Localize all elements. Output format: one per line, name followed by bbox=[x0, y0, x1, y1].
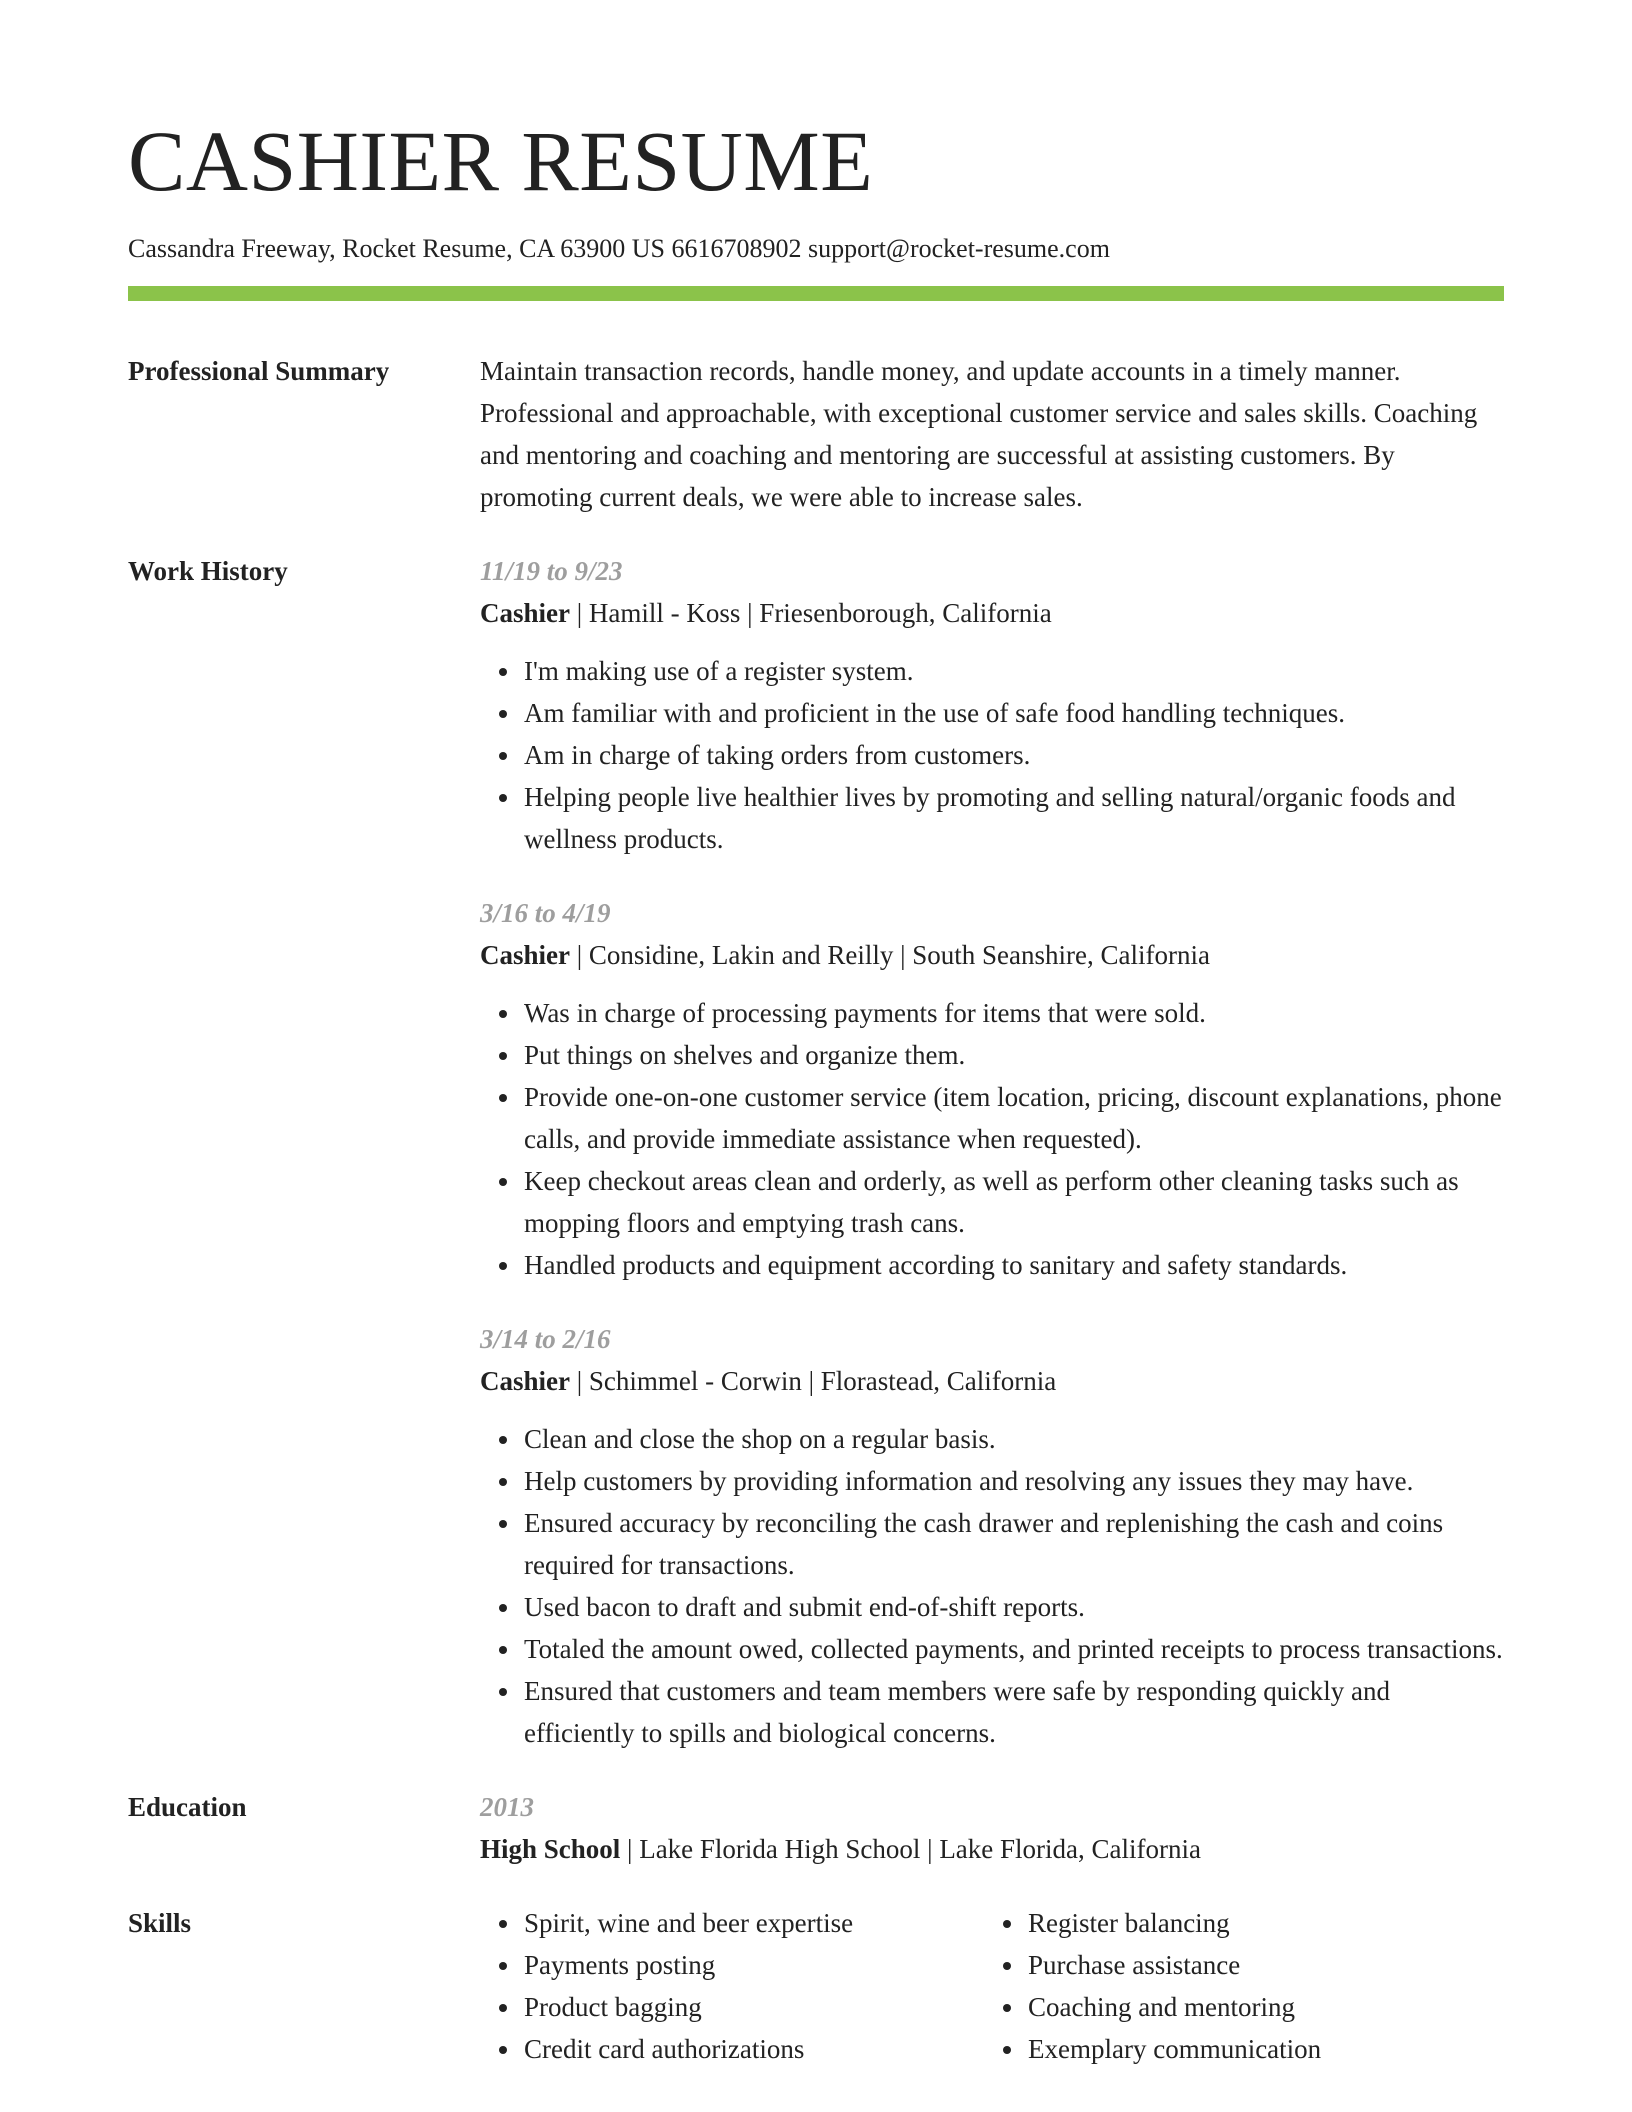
resume-sections bbox=[128, 350, 1504, 2070]
contact-line: Cassandra Freeway, Rocket Resume, CA 63900 US 6616708902 support@rocket-resume.com bbox=[128, 234, 1110, 263]
job-entry bbox=[480, 550, 1504, 860]
job-duty: Totaled the amount owed, collected payments, and printed receipts to process transactions. bbox=[524, 1628, 1504, 1670]
job-duty: Put things on shelves and organize them. bbox=[524, 1034, 1504, 1076]
skills-list-right bbox=[984, 1902, 1488, 2070]
skills-list-left bbox=[480, 1902, 984, 2070]
job-title: Cashier bbox=[480, 1366, 570, 1396]
job-duty: I'm making use of a register system. bbox=[524, 650, 1504, 692]
job-entry bbox=[480, 1318, 1504, 1754]
job-role-line bbox=[480, 934, 1504, 976]
job-employer: | Hamill - Koss | Friesenborough, California bbox=[570, 598, 1052, 628]
job-duty: Was in charge of processing payments for items that were sold. bbox=[524, 992, 1504, 1034]
job-duty: Used bacon to draft and submit end-of-shift reports. bbox=[524, 1586, 1504, 1628]
job-duty: Ensured that customers and team members were safe by responding quickly and efficiently to spills and biological concerns. bbox=[524, 1670, 1504, 1754]
job-title: Cashier bbox=[480, 940, 570, 970]
job-title: Cashier bbox=[480, 598, 570, 628]
education-degree: High School bbox=[480, 1834, 621, 1864]
education-date: 2013 bbox=[480, 1792, 534, 1822]
job-duty: Help customers by providing information and resolving any issues they may have. bbox=[524, 1460, 1504, 1502]
skill-item: Payments posting bbox=[524, 1944, 984, 1986]
skill-item: Credit card authorizations bbox=[524, 2028, 984, 2070]
work-history-section bbox=[128, 550, 1504, 1754]
skill-item: Register balancing bbox=[1028, 1902, 1488, 1944]
summary-text: Maintain transaction records, handle money, and update accounts in a timely manner. Professional and approachable, with exceptional customer service and sales skills. Coaching and mentoring and coaching and mentoring are successful at assisting customers. By promoting current deals, we were able to increase sales. bbox=[480, 356, 1478, 512]
job-duties bbox=[480, 992, 1504, 1286]
job-duty: Am in charge of taking orders from customers. bbox=[524, 734, 1504, 776]
skill-item: Purchase assistance bbox=[1028, 1944, 1488, 1986]
job-date: 3/14 to 2/16 bbox=[480, 1324, 611, 1354]
section-label-skills: Skills bbox=[128, 1908, 192, 1938]
skill-item: Product bagging bbox=[524, 1986, 984, 2028]
job-employer: | Schimmel - Corwin | Florastead, California bbox=[570, 1366, 1057, 1396]
header-divider bbox=[128, 286, 1504, 301]
job-role-line bbox=[480, 592, 1504, 634]
education-line bbox=[480, 1828, 1504, 1870]
job-duty: Helping people live healthier lives by promoting and selling natural/organic foods and wellness products. bbox=[524, 776, 1504, 860]
job-entry bbox=[480, 892, 1504, 1286]
section-label-summary: Professional Summary bbox=[128, 356, 390, 386]
summary-section bbox=[128, 350, 1504, 518]
skill-item: Spirit, wine and beer expertise bbox=[524, 1902, 984, 1944]
skills-body bbox=[480, 1902, 1504, 2070]
skill-item: Coaching and mentoring bbox=[1028, 1986, 1488, 2028]
summary-body bbox=[480, 350, 1504, 518]
job-duty: Handled products and equipment according to sanitary and safety standards. bbox=[524, 1244, 1504, 1286]
job-date: 11/19 to 9/23 bbox=[480, 556, 623, 586]
job-duty: Ensured accuracy by reconciling the cash drawer and replenishing the cash and coins required for transactions. bbox=[524, 1502, 1504, 1586]
education-body bbox=[480, 1786, 1504, 1870]
section-label-education: Education bbox=[128, 1792, 247, 1822]
skills-columns bbox=[480, 1902, 1504, 2070]
resume-title: CASHIER RESUME bbox=[128, 113, 874, 209]
job-employer: | Considine, Lakin and Reilly | South Seanshire, California bbox=[570, 940, 1210, 970]
job-duties bbox=[480, 1418, 1504, 1754]
job-role-line bbox=[480, 1360, 1504, 1402]
job-date: 3/16 to 4/19 bbox=[480, 898, 611, 928]
skill-item: Exemplary communication bbox=[1028, 2028, 1488, 2070]
skills-section bbox=[128, 1902, 1504, 2070]
education-school: | Lake Florida High School | Lake Florida, California bbox=[620, 1834, 1201, 1864]
job-duty: Keep checkout areas clean and orderly, as well as perform other cleaning tasks such as mopping floors and emptying trash cans. bbox=[524, 1160, 1504, 1244]
job-duties bbox=[480, 650, 1504, 860]
job-duty: Provide one-on-one customer service (item location, pricing, discount explanations, phone calls, and provide immediate assistance when requested). bbox=[524, 1076, 1504, 1160]
section-label-work: Work History bbox=[128, 556, 288, 586]
job-duty: Clean and close the shop on a regular basis. bbox=[524, 1418, 1504, 1460]
work-history-body bbox=[480, 550, 1504, 1754]
education-section bbox=[128, 1786, 1504, 1870]
job-duty: Am familiar with and proficient in the use of safe food handling techniques. bbox=[524, 692, 1504, 734]
